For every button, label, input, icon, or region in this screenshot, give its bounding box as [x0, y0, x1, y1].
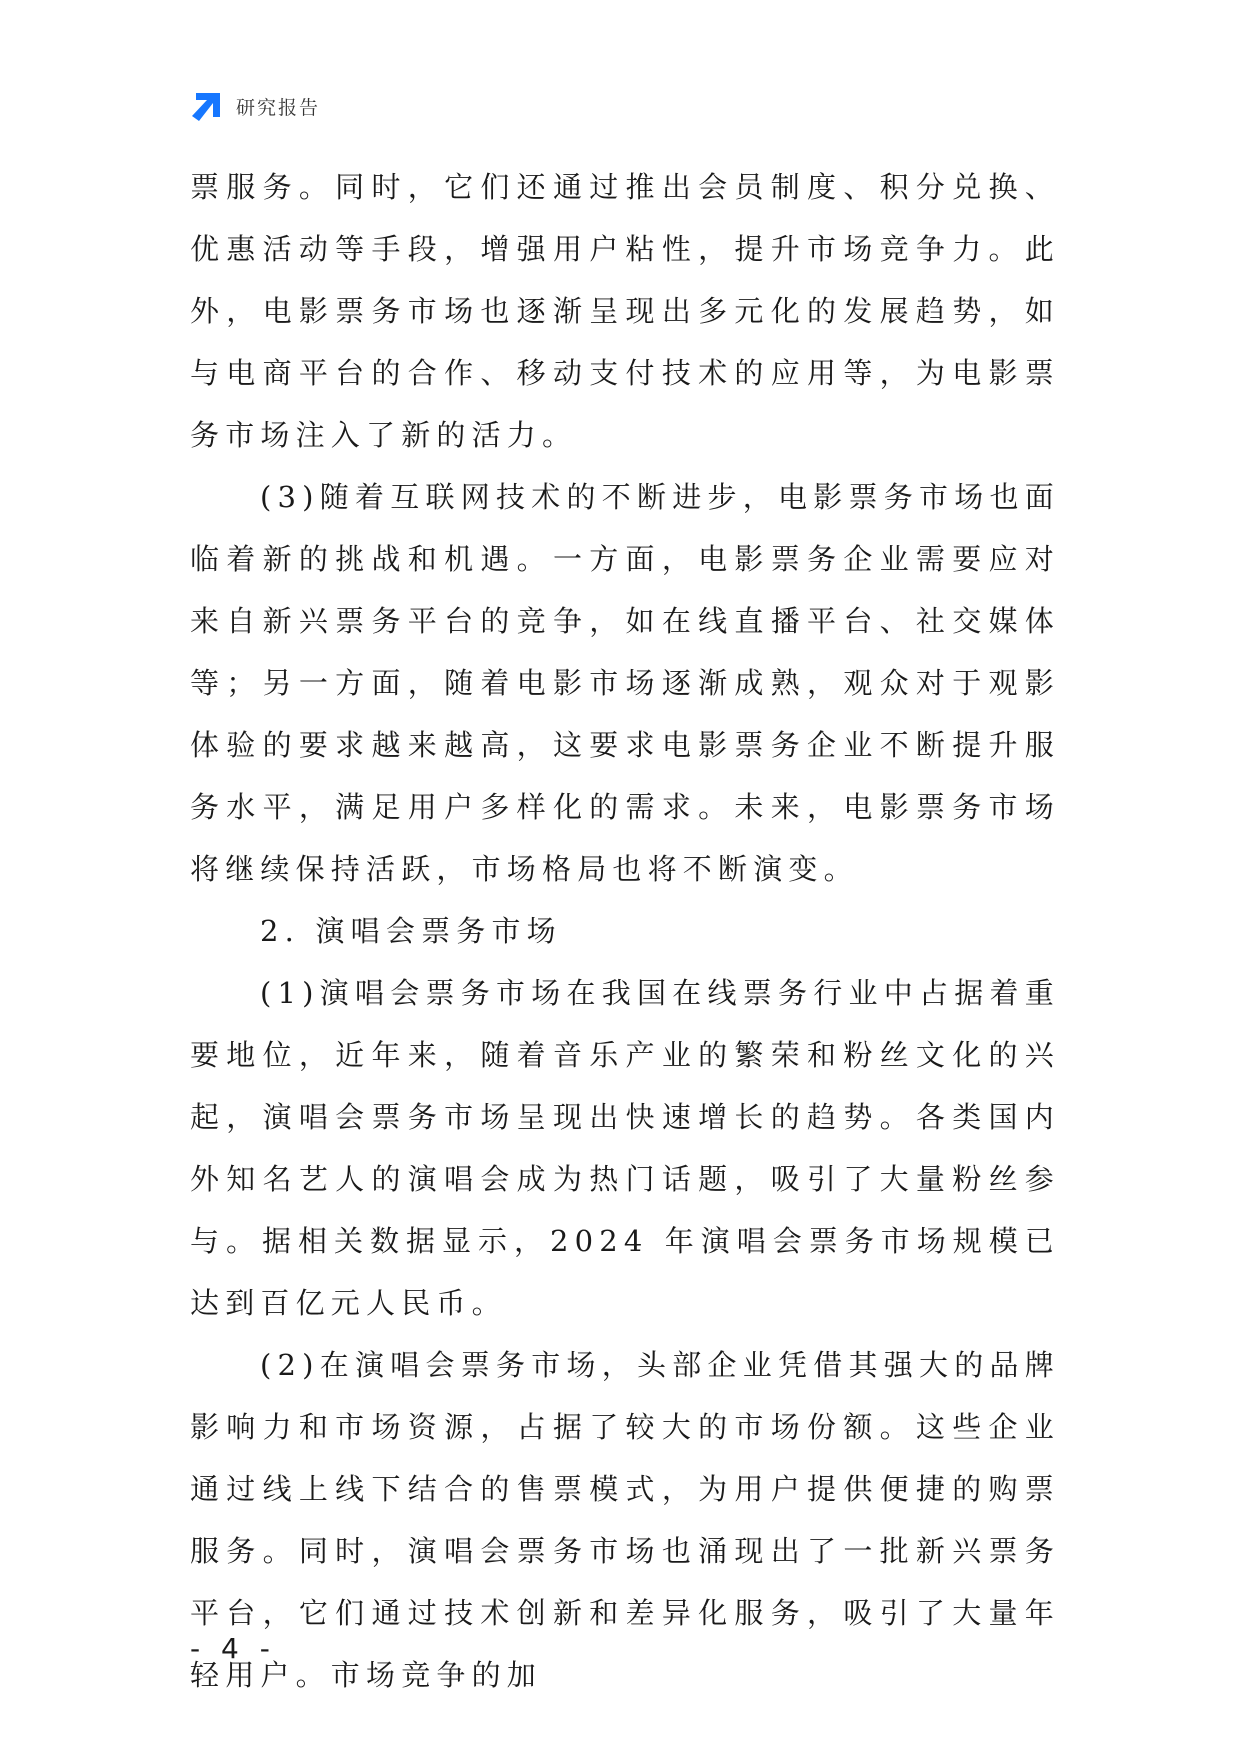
paragraph-continuation: 票服务。同时，它们还通过推出会员制度、积分兑换、优惠活动等手段，增强用户粘性，提升市场竞争力。此外，电影票务市场也逐渐呈现出多元化的发展趋势，如与电商平台的合作、移动支付技术的应用等，为电影票务市场注入了新的活力。 [190, 170, 1060, 452]
page-header [190, 88, 320, 124]
document-body [190, 156, 1060, 1706]
paragraph-concert-point-1: (1)演唱会票务市场在我国在线票务行业中占据着重要地位，近年来，随着音乐产业的繁荣和粉丝文化的兴起，演唱会票务市场呈现出快速增长的趋势。各类国内外知名艺人的演唱会成为热门话题，吸引了大量粉丝参与。据相关数据显示，2024 年演唱会票务市场规模已达到百亿元人民币。 [190, 976, 1060, 1320]
arrow-up-right-logo-icon [190, 89, 224, 123]
paragraph-film-point-3: (3)随着互联网技术的不断进步，电影票务市场也面临着新的挑战和机遇。一方面，电影票务企业需要应对来自新兴票务平台的竞争，如在线直播平台、社交媒体等；另一方面，随着电影市场逐渐成熟，观众对于观影体验的要求越来越高，这要求电影票务企业不断提升服务水平，满足用户多样化的需求。未来，电影票务市场将继续保持活跃，市场格局也将不断演变。 [190, 480, 1060, 886]
page-number: - 4 - [190, 1632, 276, 1665]
header-title: 研究报告 [236, 96, 321, 119]
paragraph-concert-point-2: (2)在演唱会票务市场，头部企业凭借其强大的品牌影响力和市场资源，占据了较大的市场份额。这些企业通过线上线下结合的售票模式，为用户提供便捷的购票服务。同时，演唱会票务市场也涌现出了一批新兴票务平台，它们通过技术创新和差异化服务，吸引了大量年轻用户。市场竞争的加 [190, 1348, 1060, 1692]
section-heading-concert: 2. 演唱会票务市场 [260, 914, 562, 948]
